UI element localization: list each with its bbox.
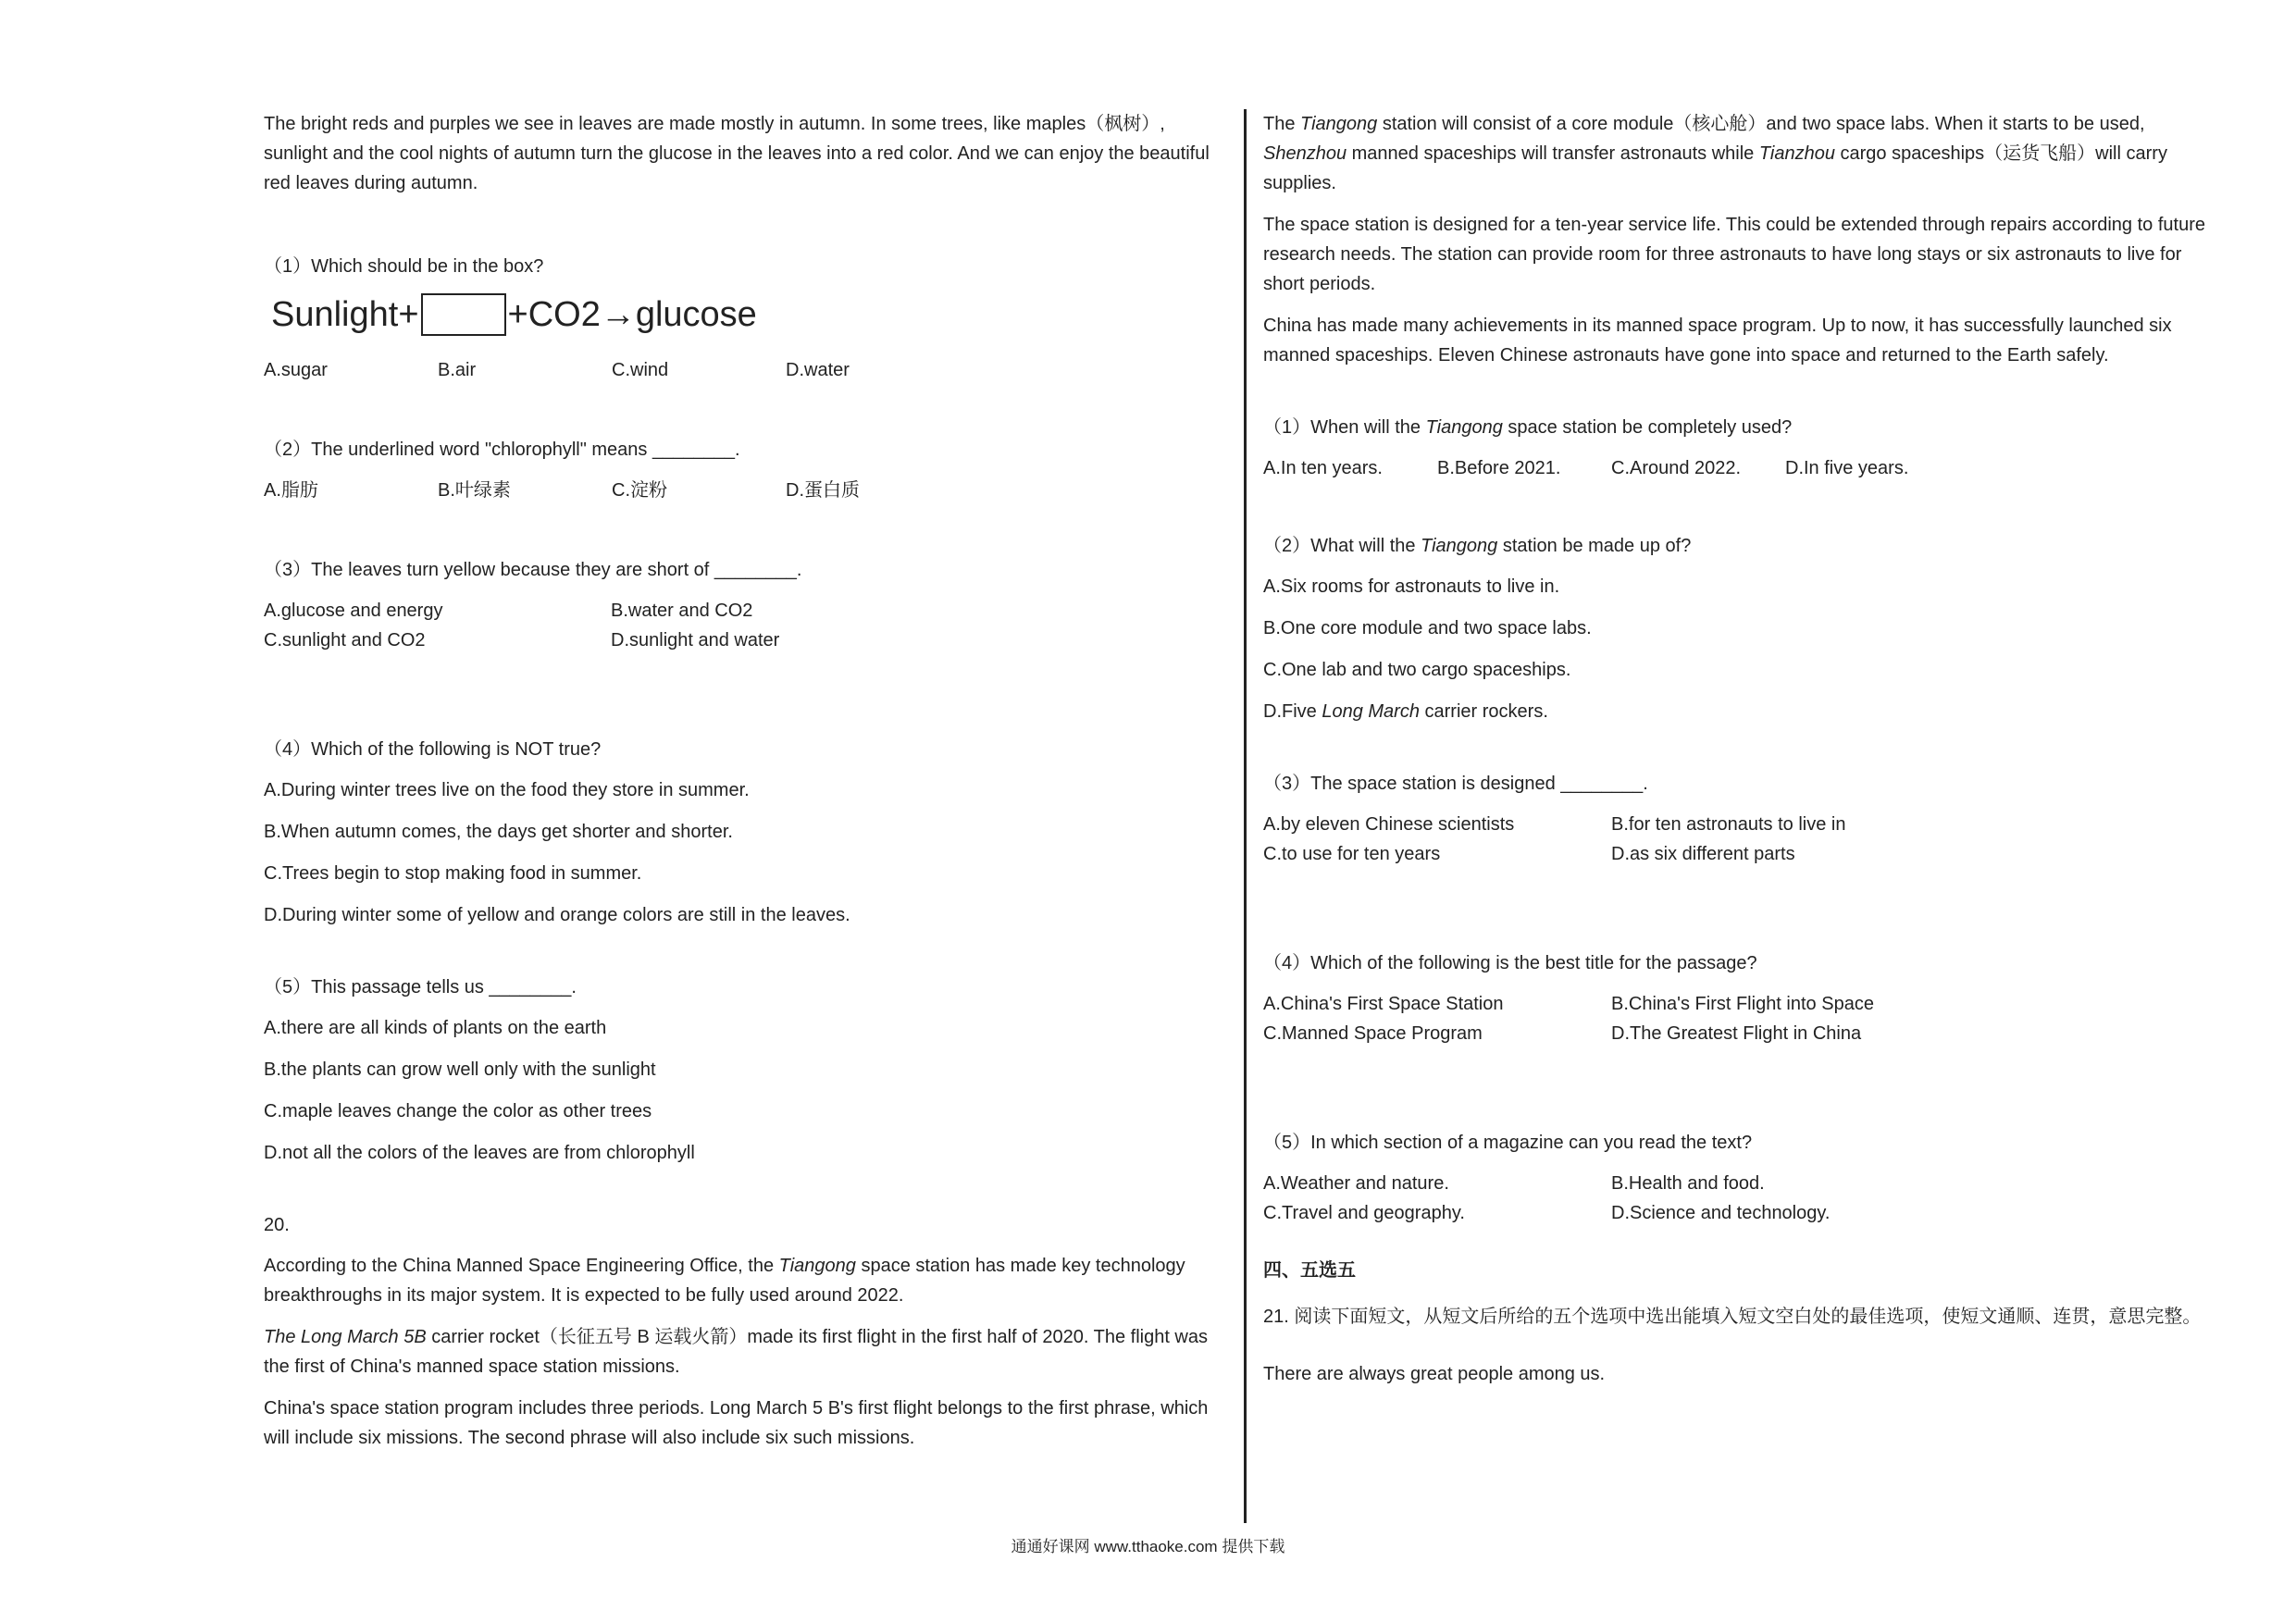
page-footer: 通通好课网 www.tthaoke.com 提供下载 bbox=[1011, 1538, 1285, 1555]
option[interactable]: D.water bbox=[786, 360, 850, 380]
section-heading: 四、五选五 bbox=[1263, 1260, 1356, 1281]
question-3-options-row-1 bbox=[264, 596, 1226, 626]
question-3-options-row-2 bbox=[1263, 839, 2221, 869]
question-21-instructions: 21. 阅读下面短文，从短文后所给的五个选项中选出能填入短文空白处的最佳选项，使短文通顺、连贯，意思完整。 bbox=[1263, 1307, 2202, 1327]
question-4-stem: （4）Which of the following is the best title for the passage? bbox=[1263, 953, 1757, 973]
option[interactable]: D.During winter some of yellow and orange colors are still in the leaves. bbox=[264, 905, 850, 925]
option[interactable]: B.Before 2021. bbox=[1437, 458, 1561, 478]
option[interactable]: B.One core module and two space labs. bbox=[1263, 618, 1592, 638]
passage-20-paragraph-2: The Long March 5B carrier rocket（长征五号 B 运载火箭）made its first flight in the first half of 2020. The flight was the first of China's manned space station missions. bbox=[264, 1327, 1209, 1377]
passage-paragraph-5: The space station is designed for a ten-year service life. This could be extended through repairs according to future research needs. The station can provide room for three astronauts to have long stays or six astronauts to live for short periods. bbox=[1263, 215, 2205, 294]
question-2-stem: （2）What will the Tiangong station be made up of? bbox=[1263, 536, 1692, 556]
option[interactable]: D.Five Long March carrier rockers. bbox=[1263, 701, 1548, 722]
question-4-options-row-1 bbox=[1263, 989, 2221, 1019]
option[interactable]: C.Trees begin to stop making food in summer. bbox=[264, 863, 642, 884]
option[interactable]: C.maple leaves change the color as other trees bbox=[264, 1101, 652, 1121]
passage-paragraph-6: China has made many achievements in its manned space program. Up to now, it has successfully launched six manned spaceships. Eleven Chinese astronauts have gone into space and returned to the Earth safely. bbox=[1263, 316, 2172, 365]
option[interactable]: C.淀粉 bbox=[612, 480, 667, 501]
column-divider bbox=[1244, 109, 1247, 1523]
question-3-options-row-2 bbox=[264, 626, 1226, 655]
option[interactable]: C.Travel and geography. bbox=[1263, 1203, 1465, 1223]
option[interactable]: D.蛋白质 bbox=[786, 480, 860, 501]
option[interactable]: D.not all the colors of the leaves are from chlorophyll bbox=[264, 1143, 695, 1163]
option[interactable]: A.by eleven Chinese scientists bbox=[1263, 814, 1515, 835]
question-4-options-row-2 bbox=[1263, 1019, 2221, 1048]
option[interactable]: C.One lab and two cargo spaceships. bbox=[1263, 660, 1571, 680]
option[interactable]: B.air bbox=[438, 360, 477, 380]
formula-right: +CO2→glucose bbox=[507, 295, 757, 334]
question-3-options-row-1 bbox=[1263, 810, 2221, 839]
intro-paragraph: The bright reds and purples we see in leaves are made mostly in autumn. In some trees, like maples（枫树）, sunlight and the cool nights of autumn turn the glucose in the leaves into a red color. And we can enjoy the beautiful red leaves during autumn. bbox=[264, 114, 1210, 193]
formula-blank-box bbox=[421, 293, 506, 336]
question-1-stem: （1）When will the Tiangong space station be completely used? bbox=[1263, 417, 1793, 438]
option[interactable]: D.In five years. bbox=[1785, 458, 1909, 478]
option[interactable]: D.The Greatest Flight in China bbox=[1611, 1023, 1862, 1044]
formula-left: Sunlight+ bbox=[271, 295, 419, 334]
option[interactable]: A.Weather and nature. bbox=[1263, 1173, 1449, 1194]
passage-number: 20. bbox=[264, 1215, 290, 1235]
question-3-stem: （3）The space station is designed ________. bbox=[1263, 774, 1648, 794]
question-1-options bbox=[264, 355, 1226, 385]
question-2-stem: （2）The underlined word "chlorophyll" means ________. bbox=[264, 440, 740, 460]
option[interactable]: C.wind bbox=[612, 360, 669, 380]
passage-21-first-line: There are always great people among us. bbox=[1263, 1364, 1606, 1384]
option[interactable]: C.Manned Space Program bbox=[1263, 1023, 1483, 1044]
question-5-stem: （5）In which section of a magazine can you read the text? bbox=[1263, 1133, 1753, 1153]
option[interactable]: D.as six different parts bbox=[1611, 844, 1795, 864]
option[interactable]: D.Science and technology. bbox=[1611, 1203, 1831, 1223]
question-5-options-row-2 bbox=[1263, 1198, 2221, 1228]
option[interactable]: A.there are all kinds of plants on the earth bbox=[264, 1018, 607, 1038]
right-column bbox=[1263, 109, 2221, 1401]
question-1-stem: （1）Which should be in the box? bbox=[264, 256, 544, 277]
option[interactable]: A.glucose and energy bbox=[264, 601, 443, 621]
option[interactable]: B.When autumn comes, the days get shorter and shorter. bbox=[264, 822, 733, 842]
option[interactable]: B.Health and food. bbox=[1611, 1173, 1765, 1194]
option[interactable]: C.sunlight and CO2 bbox=[264, 630, 426, 650]
question-5-stem: （5）This passage tells us ________. bbox=[264, 977, 577, 997]
question-1-options bbox=[1263, 453, 2221, 483]
option[interactable]: A.脂肪 bbox=[264, 480, 318, 501]
passage-20-paragraph-3: China's space station program includes three periods. Long March 5 B's first flight belongs to the first phrase, which will include six missions. The second phrase will also include six such missions. bbox=[264, 1398, 1209, 1448]
option[interactable]: B.for ten astronauts to live in bbox=[1611, 814, 1846, 835]
option[interactable]: C.Around 2022. bbox=[1611, 458, 1742, 478]
option[interactable]: A.China's First Space Station bbox=[1263, 994, 1504, 1014]
option[interactable]: C.to use for ten years bbox=[1263, 844, 1441, 864]
option[interactable]: D.sunlight and water bbox=[611, 630, 780, 650]
left-column bbox=[264, 109, 1226, 1465]
question-3-stem: （3）The leaves turn yellow because they are short of ________. bbox=[264, 560, 802, 580]
question-2-options bbox=[264, 476, 1226, 505]
option[interactable]: B.China's First Flight into Space bbox=[1611, 994, 1874, 1014]
option[interactable]: B.叶绿素 bbox=[438, 480, 511, 501]
option[interactable]: A.During winter trees live on the food they store in summer. bbox=[264, 780, 750, 800]
photosynthesis-formula bbox=[271, 292, 1226, 337]
option[interactable]: B.the plants can grow well only with the sunlight bbox=[264, 1059, 656, 1080]
question-5-options-row-1 bbox=[1263, 1169, 2221, 1198]
option[interactable]: A.sugar bbox=[264, 360, 328, 380]
passage-paragraph-4: The Tiangong station will consist of a core module（核心舱）and two space labs. When it starts to be used, Shenzhou manned spaceships will transfer astronauts while Tianzhou cargo spaceships（运货飞船）will carry supplies. bbox=[1263, 114, 2167, 193]
question-4-stem: （4）Which of the following is NOT true? bbox=[264, 739, 602, 760]
passage-20-paragraph-1: According to the China Manned Space Engineering Office, the Tiangong space station has made key technology breakthroughs in its major system. It is expected to be fully used around 2022. bbox=[264, 1256, 1185, 1306]
option[interactable]: B.water and CO2 bbox=[611, 601, 753, 621]
option[interactable]: A.In ten years. bbox=[1263, 458, 1383, 478]
option[interactable]: A.Six rooms for astronauts to live in. bbox=[1263, 576, 1560, 597]
